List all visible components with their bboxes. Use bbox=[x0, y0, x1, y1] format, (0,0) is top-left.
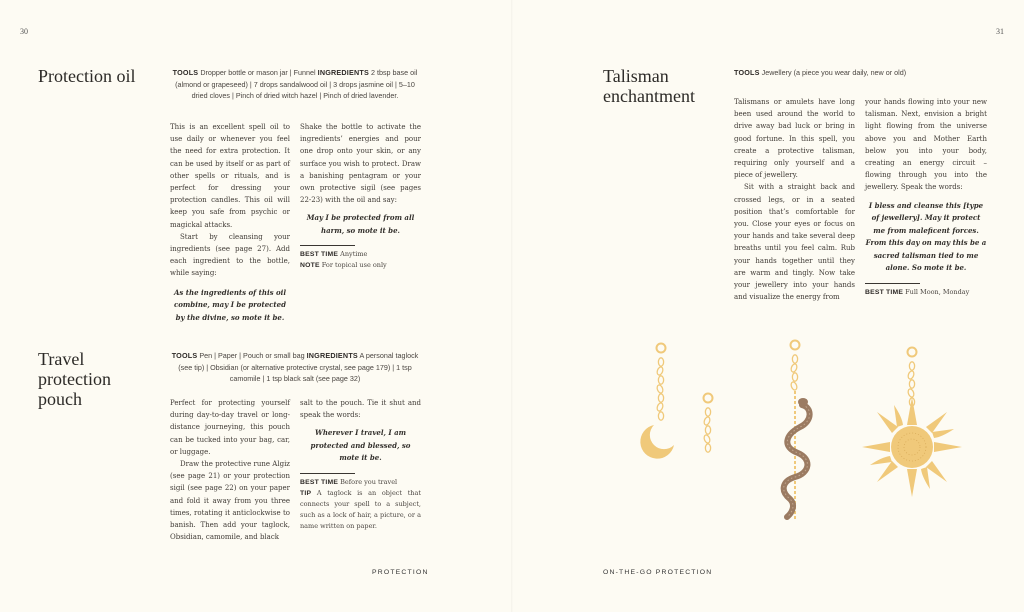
best-time-value: Before you travel bbox=[340, 477, 398, 486]
footer-section-right: ON-THE-GO PROTECTION bbox=[603, 569, 713, 576]
tools-ingredients-travel-pouch bbox=[168, 350, 422, 385]
tools-ingredients-protection-oil bbox=[168, 67, 422, 102]
crescent-moon-icon bbox=[694, 394, 727, 502]
body-paragraph: Draw the protective rune Algiz (see page 21) or your protection sigil (see page 22) on your paper and fold it away from you three times, rotating it anticlockwise to banish. Then add your taglock, Obsidian, camomile, and black bbox=[170, 460, 290, 542]
best-time-line bbox=[300, 249, 421, 260]
best-time-label: BEST TIME bbox=[300, 251, 339, 259]
body-paragraph: Sit with a straight back and crossed legs, or in a seated position that’s comfortable for you. Close your eyes or focus on your hands and take several deep breaths until you feel calm. Rub your hands together until they are warm and tingly. Now take your jewellery into your hands and visualize the energy from bbox=[734, 183, 855, 302]
incantation: I bless and cleanse this [type of jewellery]. May it protect me from maleficent forces. From this day on may this be a sacred talisman tied to me alone. So mote it be. bbox=[865, 200, 987, 273]
talisman-column-2 bbox=[865, 96, 987, 298]
note-line bbox=[300, 260, 421, 271]
tools-label: TOOLS bbox=[172, 68, 199, 77]
page-number-left: 30 bbox=[20, 27, 28, 36]
talisman-column-1 bbox=[734, 96, 855, 303]
best-time-value: Full Moon, Monday bbox=[905, 287, 970, 296]
recipe-title-talisman: Talisman enchantment bbox=[603, 66, 695, 106]
hanging-charms-illustration bbox=[630, 335, 970, 530]
travel-pouch-column-2 bbox=[300, 397, 421, 532]
best-time-label: BEST TIME bbox=[300, 478, 339, 486]
best-time-line bbox=[865, 287, 987, 298]
divider-rule bbox=[865, 283, 920, 284]
tools-text: Jewellery (a piece you wear daily, new or old) bbox=[761, 68, 907, 77]
travel-pouch-column-1 bbox=[170, 397, 290, 543]
incantation: May I be protected from all harm, so mote it be. bbox=[306, 213, 415, 235]
recipe-title-protection-oil: Protection oil bbox=[38, 66, 136, 86]
tip-line bbox=[300, 488, 421, 532]
footer-section-left: PROTECTION bbox=[372, 569, 429, 576]
body-paragraph: This is an excellent spell oil to use daily or whenever you feel the need for extra protection. It can be used by itself or as part of other spells or rituals, and is perfect for dressing your protection candles. This oil will keep you safe from psychic or magickal attacks. bbox=[170, 123, 290, 229]
note-value: For topical use only bbox=[321, 261, 387, 270]
incantation: As the ingredients of this oil combine, may I be protected by the divine, so mote it be. bbox=[173, 287, 287, 322]
note-label: NOTE bbox=[300, 262, 320, 270]
tip-value: A taglock is an object that connects your spell to a subject, such as a lock of hair, a picture, or a name written on paper. bbox=[300, 488, 421, 530]
ingredients-label: INGREDIENTS bbox=[317, 68, 369, 77]
page-gutter bbox=[511, 0, 513, 612]
tools-text: Pen | Paper | Pouch or small bag bbox=[199, 351, 305, 360]
ingredients-label: INGREDIENTS bbox=[306, 351, 358, 360]
body-paragraph: Talismans or amulets have long been used around the world to drive away bad luck or bring in good fortune. In this spell, you create a protective talisman, requiring only yourself and a piece of jewellery. bbox=[734, 98, 855, 180]
snake-icon bbox=[784, 341, 810, 521]
best-time-line bbox=[300, 477, 421, 488]
body-paragraph: Start by cleansing your ingredients (see page 27). Add each ingredient to the bottle, while saying: bbox=[170, 232, 290, 278]
incantation: Wherever I travel, I am protected and blessed, so mote it be. bbox=[310, 428, 411, 463]
body-paragraph: Shake the bottle to activate the ingredients’ energies and pour one drop onto your skin, or any surface you wish to protect. Draw a banishing pentagram or your own protective sigil (see pages 22-23) with the oil and say: bbox=[300, 123, 421, 205]
ingredients-text: 2 tbsp base oil (almond or grapeseed) | 7 drops sandalwood oil | 3 drops jasmine oil | 5–10 dried cloves | Pinch of dried witch hazel | Pinch of dried lavender. bbox=[175, 68, 418, 100]
tip-label: TIP bbox=[300, 489, 312, 497]
divider-rule bbox=[300, 245, 355, 246]
protection-oil-column-2 bbox=[300, 121, 421, 271]
tools-talisman bbox=[734, 67, 994, 79]
tools-label: TOOLS bbox=[734, 68, 760, 77]
body-paragraph: Perfect for protecting yourself during day-to-day travel or long-distance journeying, this pouch can be tucked into your bag, car, or luggage. bbox=[170, 399, 290, 456]
tools-label: TOOLS bbox=[171, 351, 198, 360]
crescent-moon-icon bbox=[640, 344, 674, 459]
tools-text: Dropper bottle or mason jar | Funnel bbox=[200, 68, 316, 77]
protection-oil-column-1 bbox=[170, 121, 290, 324]
recipe-title-travel-pouch: Travel protection pouch bbox=[38, 349, 111, 409]
divider-rule bbox=[300, 473, 355, 474]
ingredients-text: A personal taglock (see tip) | Obsidian (or alternative protective crystal, see page 179) | 1 tsp camomile | 1 tsp black salt (see page 32) bbox=[178, 351, 419, 383]
best-time-label: BEST TIME bbox=[865, 288, 904, 296]
body-paragraph: salt to the pouch. Tie it shut and speak the words: bbox=[300, 399, 421, 420]
sun-icon bbox=[862, 348, 962, 498]
body-paragraph: your hands flowing into your new talisman. Next, envision a bright light flowing from the universe above you and Mother Earth below you into your body, creating an energy circuit – flowing through you into the jewellery. Speak the words: bbox=[865, 98, 987, 192]
page-number-right: 31 bbox=[996, 27, 1004, 36]
best-time-value: Anytime bbox=[340, 250, 368, 259]
